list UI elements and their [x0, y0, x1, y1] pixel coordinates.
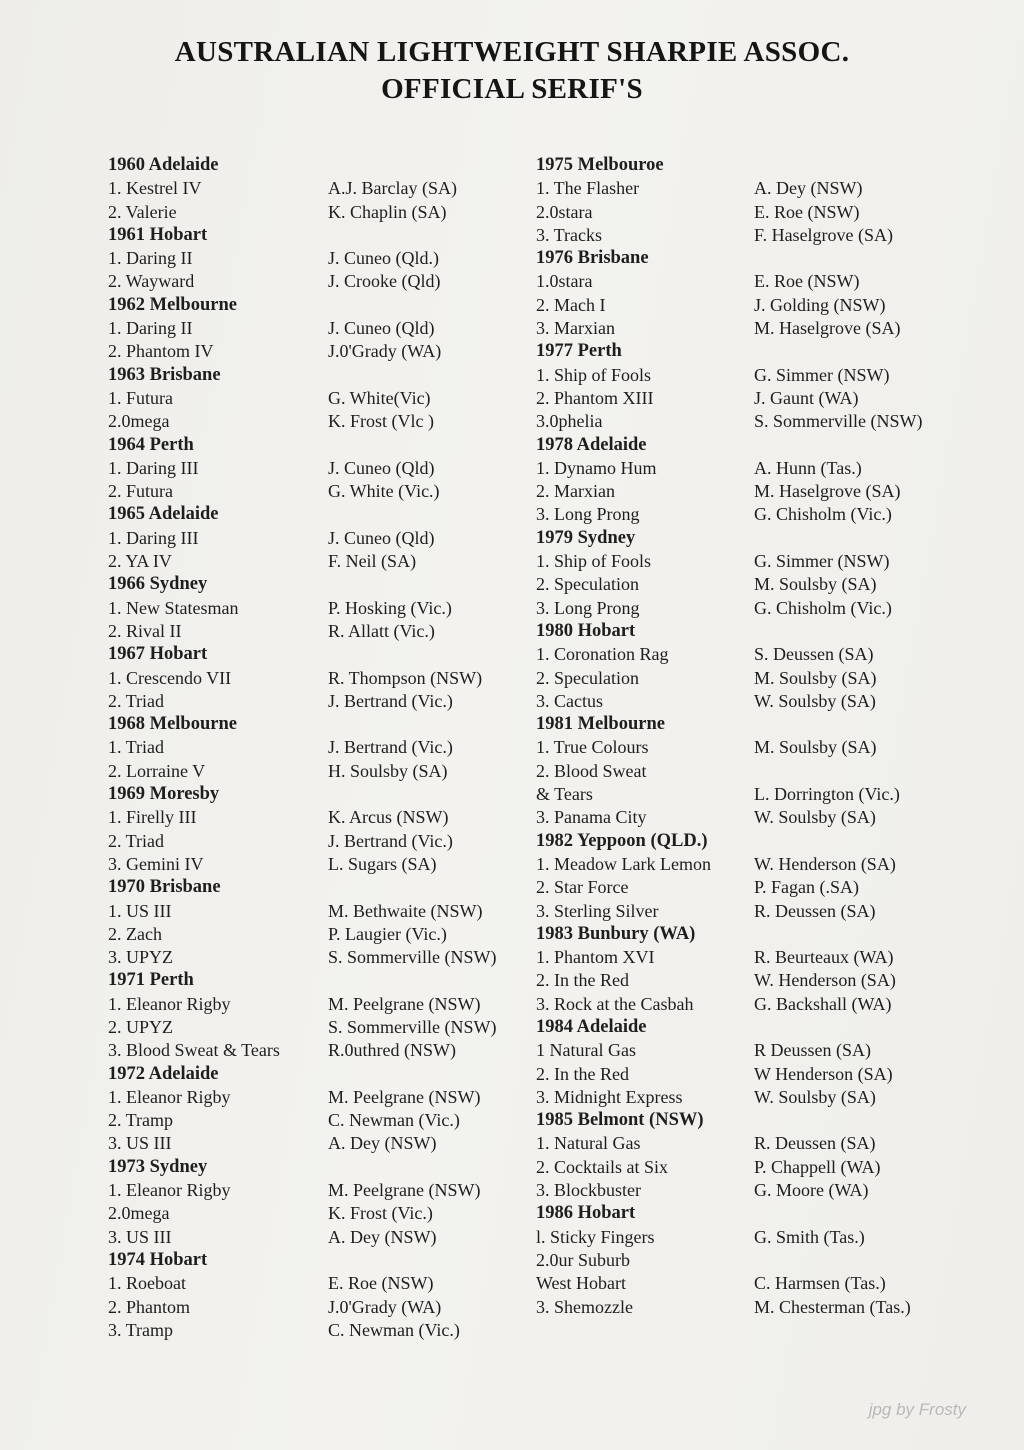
skipper-name: G. Chisholm (Vic.)	[754, 504, 892, 525]
boat-name: 2. Phantom IV	[108, 341, 214, 362]
boat-name: 1. Meadow Lark Lemon	[536, 853, 711, 874]
result-row	[536, 294, 1016, 317]
boat-name: 1. Natural Gas	[536, 1133, 641, 1154]
boat-name: 1. Roeboat	[108, 1273, 186, 1294]
result-row	[108, 736, 528, 759]
boat-name: 2. In the Red	[536, 970, 629, 991]
result-row	[108, 1086, 528, 1109]
skipper-name: M. Haselgrove (SA)	[754, 481, 901, 502]
result-row	[536, 317, 1016, 340]
result-row	[108, 1109, 528, 1132]
regatta-year-heading: 1968 Melbourne	[108, 714, 237, 735]
result-row	[108, 993, 528, 1016]
result-row	[536, 1179, 1016, 1202]
skipper-name: K. Frost (Vlc )	[328, 411, 434, 432]
boat-name: 1. Daring II	[108, 318, 193, 339]
regatta-year-heading: 1960 Adelaide	[108, 155, 219, 175]
result-row	[536, 1086, 1016, 1109]
skipper-name: K. Chaplin (SA)	[328, 201, 447, 222]
result-row	[536, 270, 1016, 293]
results-column-right	[536, 154, 1016, 1319]
skipper-name: S. Sommerville (NSW)	[328, 947, 497, 968]
boat-name: 2. Speculation	[536, 574, 639, 595]
result-row	[536, 457, 1016, 480]
boat-name: 1. Dynamo Hum	[536, 457, 657, 478]
boat-name: 2. Cocktails at Six	[536, 1156, 668, 1177]
boat-name: 1. Daring II	[108, 248, 193, 269]
skipper-name: M. Soulsby (SA)	[754, 737, 877, 758]
result-row	[536, 573, 1016, 596]
result-row	[108, 201, 528, 224]
result-row	[536, 900, 1016, 923]
skipper-name: L. Dorrington (Vic.)	[754, 784, 900, 805]
boat-name: 1. New Statesman	[108, 597, 239, 618]
result-row	[536, 1063, 1016, 1086]
skipper-name: W Henderson (SA)	[754, 1063, 893, 1084]
boat-name: 2. Triad	[108, 830, 165, 851]
skipper-name: K. Arcus (NSW)	[328, 807, 449, 828]
regatta-year-heading: 1982 Yeppoon (QLD.)	[536, 830, 708, 851]
result-row	[108, 1296, 528, 1319]
skipper-name: G. White (Vic.)	[328, 481, 440, 502]
skipper-name: R. Beurteaux (WA)	[754, 947, 894, 968]
boat-name: 3. Midnight Express	[536, 1086, 683, 1107]
result-row	[108, 806, 528, 829]
regatta-year-heading: 1979 Sydney	[536, 527, 636, 548]
regatta-year-heading: 1984 Adelaide	[536, 1016, 647, 1037]
result-row	[108, 317, 528, 340]
boat-name: 2.0mega	[108, 1203, 170, 1224]
regatta-year-heading: 1972 Adelaide	[108, 1063, 219, 1084]
boat-name: 1 Natural Gas	[536, 1040, 636, 1061]
result-row	[108, 410, 528, 433]
result-row	[536, 643, 1016, 666]
result-row	[108, 1272, 528, 1295]
result-row	[536, 806, 1016, 829]
regatta-year-heading: 1983 Bunbury (WA)	[536, 923, 696, 944]
result-row	[536, 993, 1016, 1016]
skipper-name: J. Bertrand (Vic.)	[328, 830, 453, 851]
document-subtitle: OFFICIAL SERIF'S	[381, 73, 643, 105]
result-row	[536, 946, 1016, 969]
result-row	[108, 900, 528, 923]
skipper-name: R Deussen (SA)	[754, 1040, 871, 1061]
skipper-name: R. Thompson (NSW)	[328, 667, 483, 688]
regatta-year-heading: 1975 Melbouroe	[536, 155, 664, 175]
skipper-name: M. Peelgrane (NSW)	[328, 1180, 481, 1201]
boat-name: 1. Ship of Fools	[536, 551, 652, 572]
skipper-name: G. Moore (WA)	[754, 1180, 869, 1201]
skipper-name: L. Sugars (SA)	[328, 853, 437, 874]
skipper-name: K. Frost (Vic.)	[328, 1203, 433, 1224]
skipper-name: M. Peelgrane (NSW)	[328, 1086, 481, 1107]
boat-name: 1. Firelly III	[108, 807, 197, 828]
skipper-name: M. Soulsby (SA)	[754, 574, 877, 595]
boat-name: 2. Phantom XIII	[536, 387, 654, 408]
result-row	[536, 550, 1016, 573]
regatta-year-heading: 1964 Perth	[108, 434, 194, 455]
boat-name: 1. Eleanor Rigby	[108, 993, 231, 1014]
boat-name: 1. True Colours	[536, 737, 649, 758]
skipper-name: A. Dey (NSW)	[754, 178, 863, 199]
skipper-name: S. Deussen (SA)	[754, 644, 874, 665]
skipper-name: C. Newman (Vic.)	[328, 1319, 460, 1340]
boat-name: 2. Phantom	[108, 1296, 191, 1317]
result-row	[536, 853, 1016, 876]
regatta-year-heading: 1970 Brisbane	[108, 877, 221, 898]
skipper-name: E. Roe (NSW)	[754, 201, 860, 222]
result-row	[536, 1132, 1016, 1155]
boat-name: 3. UPYZ	[108, 947, 174, 968]
boat-name: 1.0stara	[536, 271, 593, 292]
result-row	[536, 224, 1016, 247]
boat-name: West Hobart	[536, 1273, 627, 1294]
regatta-year-heading: 1978 Adelaide	[536, 434, 647, 455]
regatta-year-heading: 1962 Melbourne	[108, 294, 237, 315]
result-row	[108, 1202, 528, 1225]
result-row	[108, 177, 528, 200]
boat-name: 1. Kestrel IV	[108, 178, 202, 199]
skipper-name: R. Deussen (SA)	[754, 1133, 876, 1154]
boat-name: 2.0ur Suburb	[536, 1249, 630, 1270]
regatta-year-heading: 1971 Perth	[108, 970, 194, 991]
skipper-name: G. Simmer (NSW)	[754, 551, 890, 572]
regatta-year-heading: 1974 Hobart	[108, 1249, 208, 1270]
boat-name: 3.0phelia	[536, 411, 603, 432]
skipper-name: M. Chesterman (Tas.)	[754, 1296, 911, 1317]
skipper-name: P. Fagan (.SA)	[754, 877, 860, 898]
boat-name: 1. Eleanor Rigby	[108, 1086, 231, 1107]
result-row	[108, 527, 528, 550]
skipper-name: W. Soulsby (SA)	[754, 807, 876, 828]
result-row	[108, 1179, 528, 1202]
boat-name: 1. Eleanor Rigby	[108, 1180, 231, 1201]
boat-name: 2. Futura	[108, 481, 173, 502]
boat-name: 3. Sterling Silver	[536, 900, 659, 921]
result-row	[108, 1132, 528, 1155]
skipper-name: C. Harmsen (Tas.)	[754, 1273, 886, 1294]
skipper-name: G. Smith (Tas.)	[754, 1226, 865, 1247]
skipper-name: J. Cuneo (Qld)	[328, 318, 435, 339]
boat-name: 1. Triad	[108, 737, 165, 758]
boat-name: 2. Lorraine V	[108, 760, 206, 781]
result-row	[536, 480, 1016, 503]
skipper-name: W. Soulsby (SA)	[754, 690, 876, 711]
boat-name: 1. The Flasher	[536, 178, 640, 199]
skipper-name: J. Cuneo (Qld)	[328, 457, 435, 478]
boat-name: 1. Daring III	[108, 527, 199, 548]
result-row	[108, 1319, 528, 1342]
result-row	[536, 1296, 1016, 1319]
regatta-year-heading: 1976 Brisbane	[536, 248, 649, 269]
skipper-name: G. Backshall (WA)	[754, 993, 892, 1014]
skipper-name: R.0uthred (NSW)	[328, 1040, 456, 1061]
skipper-name: J.0'Grady (WA)	[328, 341, 442, 362]
boat-name: 3. Cactus	[536, 690, 603, 711]
regatta-year-heading: 1961 Hobart	[108, 224, 208, 245]
boat-name: 3. Panama City	[536, 807, 647, 828]
boat-name: 1. US III	[108, 900, 172, 921]
result-row	[536, 667, 1016, 690]
skipper-name: M. Bethwaite (NSW)	[328, 900, 483, 921]
skipper-name: J.0'Grady (WA)	[328, 1296, 442, 1317]
skipper-name: W. Soulsby (SA)	[754, 1086, 876, 1107]
regatta-year-heading: 1965 Adelaide	[108, 504, 219, 525]
boat-name: 2. Wayward	[108, 271, 195, 292]
result-row	[536, 177, 1016, 200]
regatta-year-heading: 1967 Hobart	[108, 644, 208, 665]
result-row	[536, 690, 1016, 713]
boat-name: 2. UPYZ	[108, 1016, 174, 1037]
skipper-name: P. Hosking (Vic.)	[328, 597, 452, 618]
skipper-name: R. Allatt (Vic.)	[328, 620, 435, 641]
result-row	[108, 340, 528, 363]
boat-name: 1. Ship of Fools	[536, 364, 652, 385]
skipper-name: H. Soulsby (SA)	[328, 760, 448, 781]
boat-name: 2.0mega	[108, 411, 170, 432]
result-row	[108, 550, 528, 573]
skipper-name: W. Henderson (SA)	[754, 853, 896, 874]
result-row	[536, 387, 1016, 410]
skipper-name: E. Roe (NSW)	[754, 271, 860, 292]
skipper-name: A. Dey (NSW)	[328, 1133, 437, 1154]
boat-name: 3. Long Prong	[536, 504, 640, 525]
result-row	[108, 1226, 528, 1249]
result-row	[108, 597, 528, 620]
skipper-name: R. Deussen (SA)	[754, 900, 876, 921]
boat-name: 2. In the Red	[536, 1063, 629, 1084]
result-row	[108, 830, 528, 853]
boat-name: l. Sticky Fingers	[536, 1226, 655, 1247]
result-row	[536, 736, 1016, 759]
result-row	[536, 597, 1016, 620]
regatta-year-heading: 1969 Moresby	[108, 784, 220, 805]
boat-name: 3. Rock at the Casbah	[536, 993, 694, 1014]
result-row	[536, 760, 1016, 783]
boat-name: 3. US III	[108, 1133, 172, 1154]
result-row	[536, 969, 1016, 992]
photo-credit-watermark: jpg by Frosty	[868, 1400, 966, 1419]
result-row	[108, 853, 528, 876]
result-row	[108, 946, 528, 969]
result-row	[536, 410, 1016, 433]
result-row	[536, 1272, 1016, 1295]
result-row	[536, 364, 1016, 387]
boat-name: 2. Valerie	[108, 201, 177, 222]
result-row	[536, 1226, 1016, 1249]
skipper-name: S. Sommerville (NSW)	[754, 411, 923, 432]
boat-name: 1. Crescendo VII	[108, 667, 232, 688]
result-row	[536, 783, 1016, 806]
boat-name: 2. Triad	[108, 690, 165, 711]
boat-name: 3. Tramp	[108, 1319, 174, 1340]
boat-name: 3. US III	[108, 1226, 172, 1247]
result-row	[108, 690, 528, 713]
regatta-year-heading: 1981 Melbourne	[536, 714, 665, 735]
boat-name: 2. Zach	[108, 923, 162, 944]
boat-name: 2. Rival II	[108, 620, 182, 641]
result-row	[108, 270, 528, 293]
boat-name: 2. Star Force	[536, 877, 629, 898]
result-row	[108, 760, 528, 783]
boat-name: 3. Gemini IV	[108, 853, 204, 874]
boat-name: 2. Speculation	[536, 667, 639, 688]
skipper-name: S. Sommerville (NSW)	[328, 1016, 497, 1037]
regatta-year-heading: 1966 Sydney	[108, 574, 208, 595]
boat-name: 1. Coronation Rag	[536, 644, 669, 665]
result-row	[536, 1249, 1016, 1272]
skipper-name: J. Cuneo (Qld)	[328, 527, 435, 548]
skipper-name: E. Roe (NSW)	[328, 1273, 434, 1294]
skipper-name: G. White(Vic)	[328, 387, 431, 408]
skipper-name: G. Simmer (NSW)	[754, 364, 890, 385]
result-row	[108, 247, 528, 270]
boat-name: 3. Blood Sweat & Tears	[108, 1040, 280, 1061]
result-row	[108, 923, 528, 946]
skipper-name: J. Crooke (Qld)	[328, 271, 441, 292]
skipper-name: A. Hunn (Tas.)	[754, 457, 862, 478]
skipper-name: A.J. Barclay (SA)	[328, 178, 457, 199]
result-row	[108, 1016, 528, 1039]
skipper-name: F. Neil (SA)	[328, 551, 417, 572]
boat-name: 3. Blockbuster	[536, 1180, 641, 1201]
regatta-year-heading: 1986 Hobart	[536, 1203, 636, 1224]
boat-name: 2. Blood Sweat	[536, 760, 647, 781]
boat-name: 2.0stara	[536, 201, 593, 222]
result-row	[108, 1039, 528, 1062]
skipper-name: C. Newman (Vic.)	[328, 1110, 460, 1131]
boat-name: 2. YA IV	[108, 551, 172, 572]
boat-name: 2. Tramp	[108, 1110, 174, 1131]
skipper-name: W. Henderson (SA)	[754, 970, 896, 991]
regatta-year-heading: 1980 Hobart	[536, 620, 636, 641]
skipper-name: J. Golding (NSW)	[754, 294, 886, 315]
result-row	[536, 876, 1016, 899]
regatta-year-heading: 1973 Sydney	[108, 1156, 208, 1177]
skipper-name: M. Peelgrane (NSW)	[328, 993, 481, 1014]
boat-name: 3. Tracks	[536, 224, 603, 245]
boat-name: 1. Phantom XVI	[536, 947, 655, 968]
skipper-name: J. Cuneo (Qld.)	[328, 248, 439, 269]
boat-name: 2. Mach I	[536, 294, 606, 315]
result-row	[536, 1039, 1016, 1062]
skipper-name: M. Soulsby (SA)	[754, 667, 877, 688]
skipper-name: P. Laugier (Vic.)	[328, 923, 447, 944]
skipper-name: F. Haselgrove (SA)	[754, 224, 894, 245]
skipper-name: J. Bertrand (Vic.)	[328, 737, 453, 758]
boat-name: 3. Shemozzle	[536, 1296, 633, 1317]
skipper-name: J. Gaunt (WA)	[754, 387, 859, 408]
regatta-year-heading: 1977 Perth	[536, 341, 622, 362]
result-row	[108, 620, 528, 643]
boat-name: 3. Long Prong	[536, 597, 640, 618]
skipper-name: M. Haselgrove (SA)	[754, 318, 901, 339]
result-row	[536, 201, 1016, 224]
boat-name: 1. Daring III	[108, 457, 199, 478]
result-row	[108, 667, 528, 690]
result-row	[108, 457, 528, 480]
results-column-left	[108, 154, 528, 1342]
boat-name: & Tears	[536, 784, 593, 805]
boat-name: 2. Marxian	[536, 481, 615, 502]
result-row	[108, 387, 528, 410]
association-title: AUSTRALIAN LIGHTWEIGHT SHARPIE ASSOC.	[174, 36, 850, 68]
boat-name: 1. Futura	[108, 387, 173, 408]
regatta-year-heading: 1985 Belmont (NSW)	[536, 1110, 704, 1131]
skipper-name: A. Dey (NSW)	[328, 1226, 437, 1247]
result-row	[536, 1156, 1016, 1179]
skipper-name: G. Chisholm (Vic.)	[754, 597, 892, 618]
result-row	[536, 503, 1016, 526]
boat-name: 3. Marxian	[536, 318, 615, 339]
regatta-year-heading: 1963 Brisbane	[108, 364, 221, 385]
skipper-name: P. Chappell (WA)	[754, 1156, 881, 1177]
skipper-name: J. Bertrand (Vic.)	[328, 690, 453, 711]
result-row	[108, 480, 528, 503]
